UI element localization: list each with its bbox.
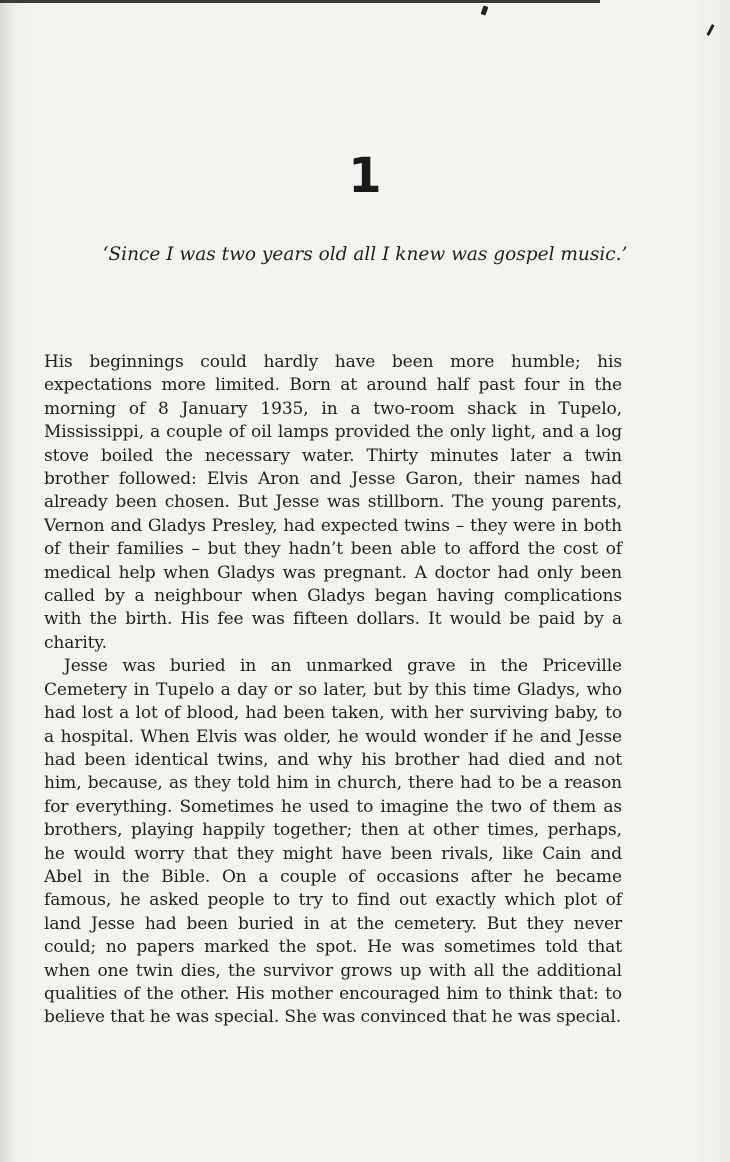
chapter-body bbox=[44, 351, 622, 1030]
paragraph: His beginnings could hardly have been more humble; his expectations more limited. Born at around half past four in the morning of 8 January 1935, in a two-room shack in Tupelo, Mississippi, a couple of oil lamps provided the only light, and a log stove boiled the necessary water. Thirty minutes later a twin brother followed: Elvis Aron and Jesse Garon, their names had already been chosen. But Jesse was stillborn. The young parents, Vernon and Gladys Presley, had expected twins – they were in both of their families – but they hadn’t been able to afford the cost of medical help when Gladys was pregnant. A doctor had only been called by a neighbour when Gladys began having complications with the birth. His fee was fifteen dollars. It would be paid by a charity. bbox=[44, 352, 622, 653]
ink-speck bbox=[706, 24, 714, 36]
chapter-number: 1 bbox=[348, 148, 382, 204]
ink-speck bbox=[481, 5, 489, 15]
scan-edge-line bbox=[0, 0, 600, 3]
paragraph: Jesse was buried in an unmarked grave in the Priceville Cemetery in Tupelo a day or so later, but by this time Gladys, who had lost a lot of blood, had been taken, with her surviving baby, to a hospital. When Elvis was older, he would wonder if he and Jesse had been identical twins, and why his brother had died and not him, because, as they told him in church, there had to be a reason for everything. Sometimes he used to imagine the two of them as brothers, playing happily together; then at other times, perhaps, he would worry that they might have been rivals, like Cain and Abel in the Bible. On a couple of occasions after he became famous, he asked people to try to find out exactly which plot of land Jesse had been buried in at the cemetery. But they never could; no papers marked the spot. He was sometimes told that when one twin dies, the survivor grows up with all the additional qualities of the other. His mother encouraged him to think that: to believe that he was special. She was convinced that he was special. bbox=[44, 656, 622, 1028]
epigraph-quote: ‘Since I was two years old all I knew was gospel music.’ bbox=[102, 244, 628, 265]
